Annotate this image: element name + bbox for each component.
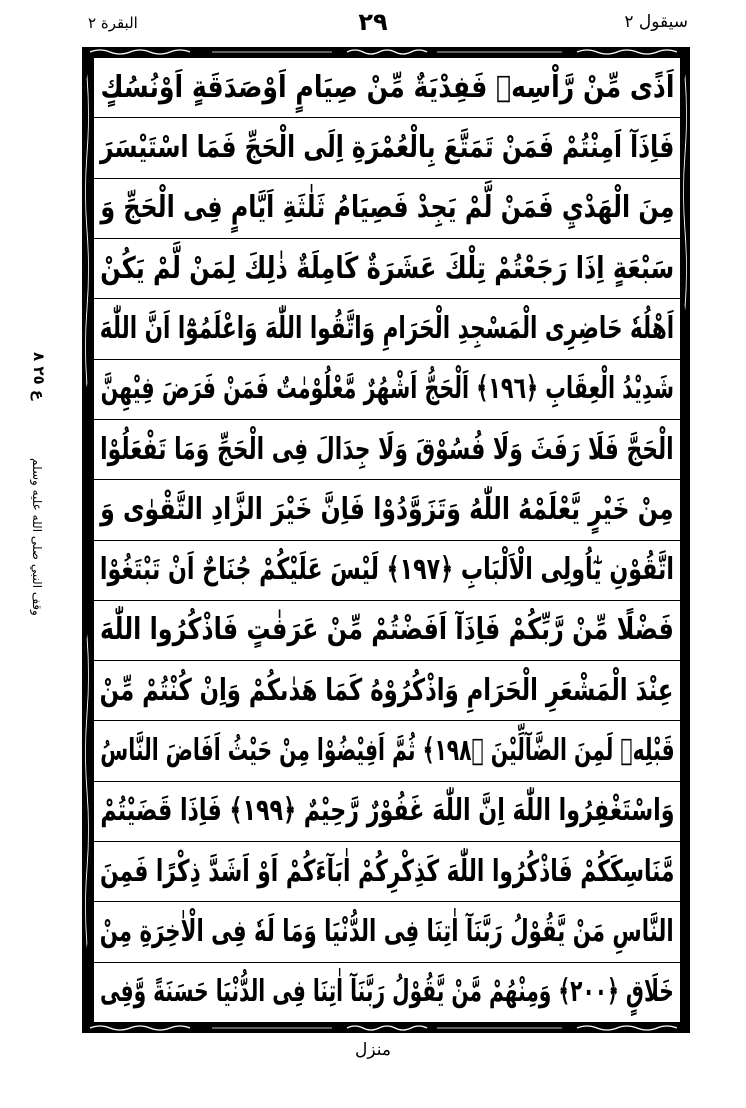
- verse-text: عِنْدَ الْمَشْعَرِ الْحَرَامِ وَاذْكُرُوْهُ كَمَا هَدٰىكُمْ وَاِنْ كُنْتُمْ مِّنْ: [100, 672, 674, 708]
- ornamental-border-bottom: [82, 1023, 690, 1033]
- text-line: [94, 902, 680, 962]
- verse-text: اتَّقُوْنِ يٰٓاُولِى الْاَلْبَابِ ﴿١٩٧﴾ لَيْسَ عَلَيْكُمْ جُنَاحٌ اَنْ تَبْتَغُوْا: [99, 552, 675, 588]
- text-line: [94, 601, 680, 661]
- verse-text: فَضْلًا مِّنْ رَّبِّكُمْ فَاِذَآ اَفَضْتُمْ مِّنْ عَرَفٰتٍ فَاذْكُرُوا اللّٰهَ: [100, 612, 674, 648]
- text-line: [94, 179, 680, 239]
- text-line: [94, 480, 680, 540]
- juz-name: سيقول ٢: [624, 12, 688, 32]
- verse-text: قَبْلِهٖ لَمِنَ الضَّآلِّيْنَ ﴿١٩٨﴾ ثُمَّ اَفِيْضُوْا مِنْ حَيْثُ اَفَاضَ النَّاسُ: [99, 733, 675, 769]
- text-line: [94, 721, 680, 781]
- text-area: [93, 57, 681, 1023]
- verse-text: اَذًى مِّنْ رَّاْسِهٖ فَفِدْيَةٌ مِّنْ صِيَامٍ اَوْصَدَقَةٍ اَوْنُسُكٍ: [100, 69, 674, 105]
- text-line: [94, 420, 680, 480]
- ornamental-border-top: [82, 47, 690, 57]
- text-line: [94, 661, 680, 721]
- manzil-label: منزل: [355, 1040, 391, 1060]
- ornamental-border-left: [82, 57, 93, 1023]
- verse-text: مِنَ الْهَدْيِ فَمَنْ لَّمْ يَجِدْ فَصِيَامُ ثَلٰثَةِ اَيَّامٍ فِى الْحَجِّ وَ: [99, 190, 675, 226]
- verse-text: سَبْعَةٍ اِذَا رَجَعْتُمْ تِلْكَ عَشَرَةٌ كَامِلَةٌ ذٰلِكَ لِمَنْ لَّمْ يَكُنْ: [99, 250, 675, 286]
- text-line: [94, 299, 680, 359]
- page-number: ٢٩: [358, 8, 388, 36]
- text-line: [94, 541, 680, 601]
- waqf-note: وقف النبي صلى الله عليه وسلم: [30, 458, 44, 616]
- ruku-marker: ع ٢٥ ٨: [30, 352, 48, 401]
- verse-text: خَلَاقٍ ﴿٢٠٠﴾ وَمِنْهُمْ مَّنْ يَّقُوْلُ رَبَّنَآ اٰتِنَا فِى الدُّنْيَا حَسَنَةً وَّفِى: [100, 974, 674, 1010]
- page-frame: [82, 47, 690, 1033]
- text-line: [94, 360, 680, 420]
- text-line: [94, 118, 680, 178]
- text-line: [94, 239, 680, 299]
- verse-text: فَاِذَآ اَمِنْتُمْ فَمَنْ تَمَتَّعَ بِالْعُمْرَةِ اِلَى الْحَجِّ فَمَا اسْتَيْسَرَ: [99, 129, 675, 165]
- verse-text: شَدِيْدُ الْعِقَابِ ﴿١٩٦﴾ اَلْحَجُّ اَشْهُرٌ مَّعْلُوْمٰتٌ فَمَنْ فَرَضَ فِيْهِنَّ: [100, 371, 674, 407]
- verse-text: وَاسْتَغْفِرُوا اللّٰهَ اِنَّ اللّٰهَ غَفُوْرٌ رَّحِيْمٌ ﴿١٩٩﴾ فَاِذَا قَضَيْتُمْ: [99, 793, 675, 829]
- text-line: [94, 842, 680, 902]
- text-line: [94, 58, 680, 118]
- verse-text: مَّنَاسِكَكُمْ فَاذْكُرُوا اللّٰهَ كَذِكْرِكُمْ اٰبَآءَكُمْ اَوْ اَشَدَّ ذِكْرًا فَمِنَ: [99, 853, 675, 889]
- ornamental-border-right: [681, 57, 690, 1023]
- text-line: [94, 782, 680, 842]
- verse-text: اَهْلُهٗ حَاضِرِى الْمَسْجِدِ الْحَرَامِ وَاتَّقُوا اللّٰهَ وَاعْلَمُوْٓا اَنَّ اللّٰهَ: [99, 310, 675, 346]
- text-line: [94, 963, 680, 1022]
- verse-text: الْحَجَّ فَلَا رَفَثَ وَلَا فُسُوْقَ وَلَا جِدَالَ فِى الْحَجِّ وَمَا تَفْعَلُوْا: [100, 431, 674, 467]
- surah-name: البقرة ٢: [88, 14, 138, 32]
- verse-text: مِنْ خَيْرٍ يَّعْلَمْهُ اللّٰهُ وَتَزَوَّدُوْا فَاِنَّ خَيْرَ الزَّادِ التَّقْوٰى وَ: [100, 491, 674, 527]
- verse-text: النَّاسِ مَنْ يَّقُوْلُ رَبَّنَآ اٰتِنَا فِى الدُّنْيَا وَمَا لَهٗ فِى الْاٰخِرَةِ مِنْ: [100, 914, 674, 950]
